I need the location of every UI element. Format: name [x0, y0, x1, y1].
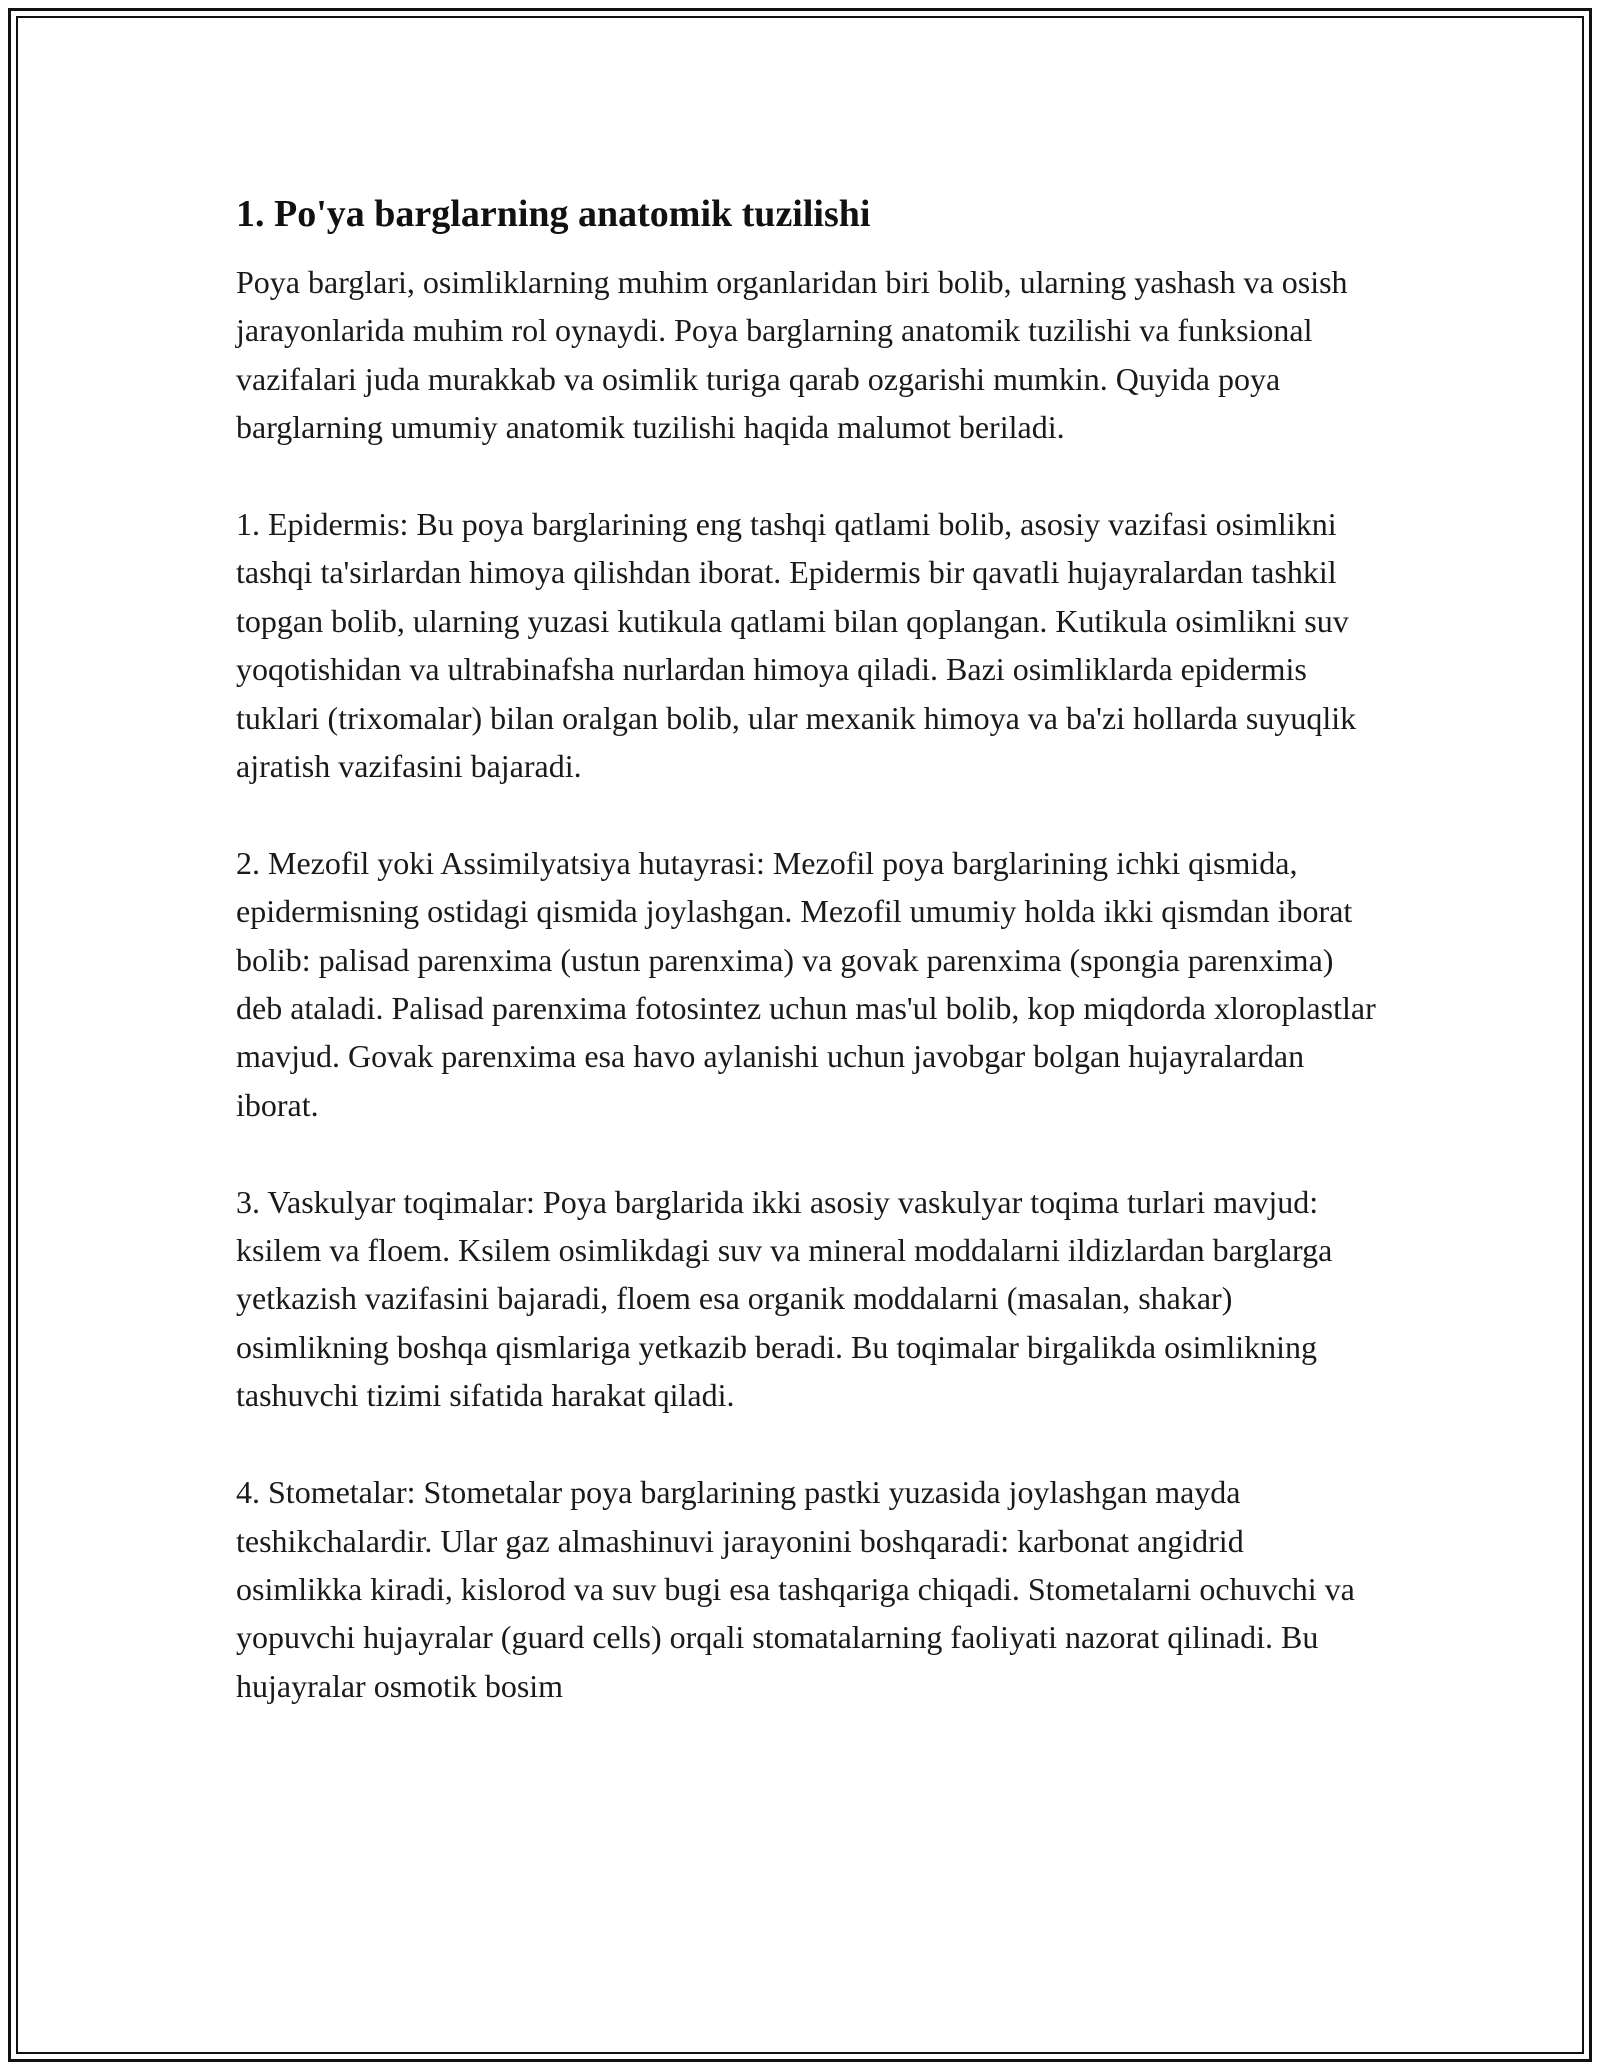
paragraph-epidermis: 1. Epidermis: Bu poya barglarining eng tashqi qatlami bolib, asosiy vazifasi osimlikni tashqi ta'sirlardan himoya qilishdan iborat. Epidermis bir qavatli hujayralardan tashkil topgan bolib, ularning yuzasi kutikula qatlami bilan qoplangan. Kutikula osimlikni suv yoqotishidan va ultrabinafsha nurlardan himoya qiladi. Bazi osimliklarda epidermis tuklari (trixomalar) bilan oralgan bolib, ular mexanik himoya va ba'zi hollarda suyuqlik ajratish vazifasini bajaradi.: [236, 506, 1357, 785]
paragraph-stometalar: 4. Stometalar: Stometalar poya barglarining pastki yuzasida joylashgan mayda teshikchalardir. Ular gaz almashinuvi jarayonini boshqaradi: karbonat angidrid osimlikka kiradi, kislorod va suv bugi esa tashqariga chiqadi. Stometalarni ochuvchi va yopuvchi hujayralar (guard cells) orqali stomatalarning faoliyati nazorat qilinadi. Bu hujayralar osmotik bosim: [236, 1474, 1355, 1704]
paragraph-mezofil: 2. Mezofil yoki Assimilyatsiya hutayrasi: Mezofil poya barglarining ichki qismida, epidermisning ostidagi qismida joylashgan. Mezofil umumiy holda ikki qismdan iborat bolib: palisad parenxima (ustun parenxima) va govak parenxima (spongia parenxima) deb ataladi. Palisad parenxima fotosintez uchun mas'ul bolib, kop miqdorda xloroplastlar mavjud. Govak parenxima esa havo aylanishi uchun javobgar bolgan hujayralardan iborat.: [236, 844, 1376, 1123]
paragraph-intro: Poya barglari, osimliklarning muhim organlaridan biri bolib, ularning yashash va osish jarayonlarida muhim rol oynaydi. Poya barglarning anatomik tuzilishi va funksional vazifalari juda murakkab va osimlik turiga qarab ozgarishi mumkin. Quyida poya barglarning umumiy anatomik tuzilishi haqida malumot beriladi.: [236, 264, 1348, 446]
document-title: 1. Po'ya barglarning anatomik tuzilishi: [236, 193, 871, 235]
document-body: [236, 180, 1376, 1710]
paragraph-vaskulyar: 3. Vaskulyar toqimalar: Poya barglarida ikki asosiy vaskulyar toqima turlari mavjud: ksilem va floem. Ksilem osimlikdagi suv va mineral moddalarni ildizlardan barglarga yetkazish vazifasini bajaradi, floem esa organik moddalarni (masalan, shakar) osimlikning boshqa qismlariga yetkazib beradi. Bu toqimalar birgalikda osimlikning tashuvchi tizimi sifatida harakat qiladi.: [236, 1183, 1333, 1414]
